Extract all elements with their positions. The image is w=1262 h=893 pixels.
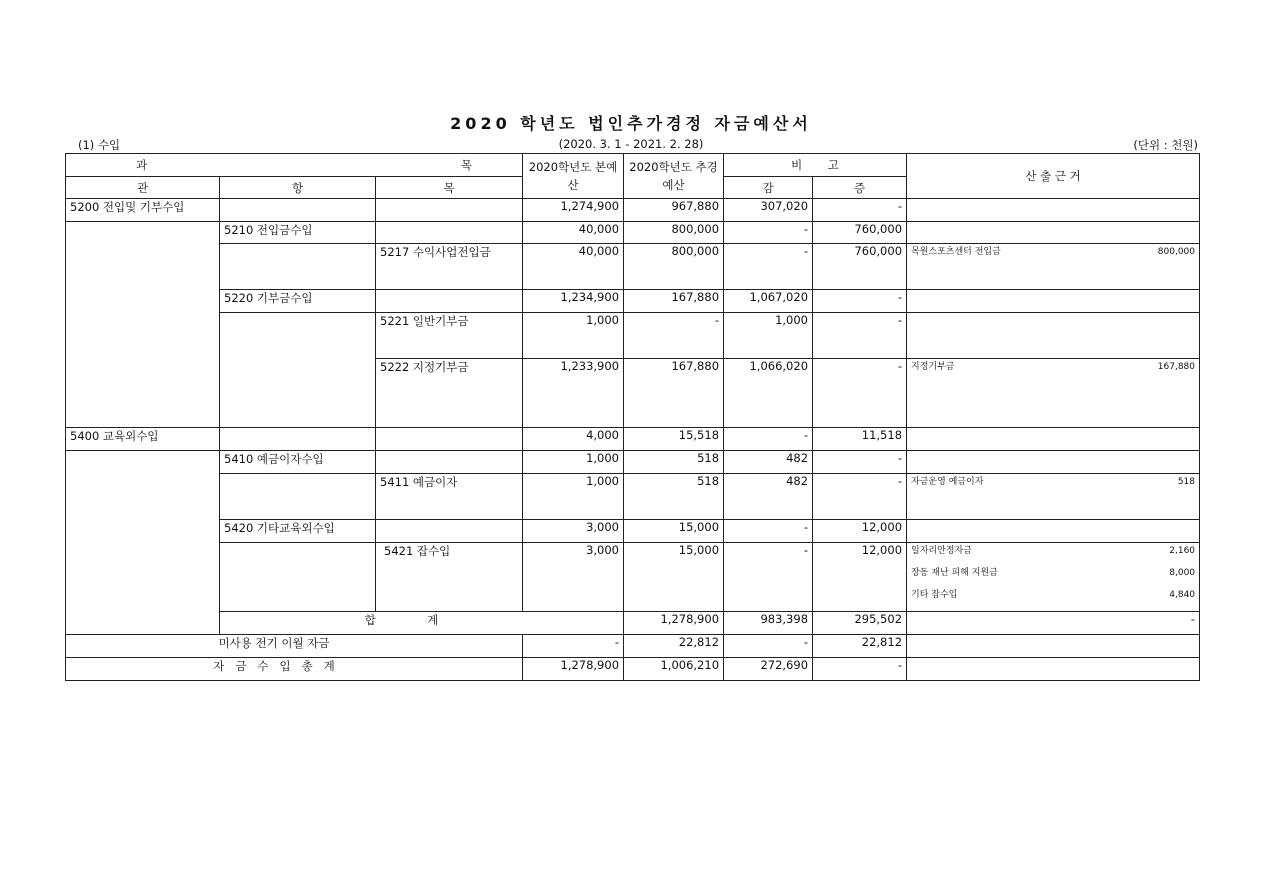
cell-decrease: 295,502 (813, 612, 907, 635)
cell-gwan: 5400 교육외수입 (66, 428, 220, 451)
header-decrease: 감 (724, 177, 813, 199)
header-increase: 증 (813, 177, 907, 199)
basis-line: 자금운영 예금이자 518 (911, 477, 1196, 487)
header-hang: 항 (220, 177, 376, 199)
cell-increase: 760,000 (813, 244, 907, 290)
table-row (66, 474, 1200, 520)
cell-revised: 518 (624, 474, 724, 520)
cell-revised: 167,880 (624, 290, 724, 313)
cell-increase: 22,812 (813, 635, 907, 658)
cell-mok (376, 451, 523, 474)
cell-increase: 12,000 (813, 543, 907, 612)
table-row (66, 428, 1200, 451)
cell-increase: 11,518 (813, 428, 907, 451)
cell-increase: - (907, 612, 1200, 635)
cell-basis (907, 199, 1200, 222)
cell-gwan (66, 222, 220, 428)
cell-decrease: 272,690 (724, 658, 813, 681)
cell-revised: - (624, 313, 724, 359)
cell-original: 1,000 (523, 313, 624, 359)
cell-original: 1,000 (523, 451, 624, 474)
cell-original: 3,000 (523, 520, 624, 543)
cell-original: - (523, 635, 624, 658)
cell-decrease: 1,067,020 (724, 290, 813, 313)
cell-hang: 5210 전입금수입 (220, 222, 376, 244)
cell-revised: 800,000 (624, 244, 724, 290)
cell-hang (220, 199, 376, 222)
cell-mok (376, 222, 523, 244)
cell-decrease: - (724, 428, 813, 451)
total-row (66, 635, 1200, 658)
cell-revised: 15,000 (624, 520, 724, 543)
cell-basis (907, 313, 1200, 359)
cell-increase: - (813, 474, 907, 520)
header-remarks: 비 고 (724, 154, 907, 177)
budget-table (65, 153, 1200, 681)
cell-revised: 1,006,210 (624, 658, 724, 681)
header-gwa-mok (66, 154, 523, 177)
table-row (66, 290, 1200, 313)
header-gwa: 과 (136, 158, 148, 172)
table-row (66, 451, 1200, 474)
cell-increase: - (813, 199, 907, 222)
cell-increase: - (813, 359, 907, 428)
cell-mok (376, 290, 523, 313)
cell-basis (907, 428, 1200, 451)
cell-revised: 15,000 (624, 543, 724, 612)
table-row (66, 222, 1200, 244)
cell-original: 4,000 (523, 428, 624, 451)
cell-mok (376, 199, 523, 222)
cell-increase: - (813, 451, 907, 474)
cell-revised: 167,880 (624, 359, 724, 428)
cell-original: 1,278,900 (523, 658, 624, 681)
unit-label: (단위 : 천원) (1133, 138, 1198, 152)
cell-mok: 5411 예금이자 (376, 474, 523, 520)
cell-original: 1,274,900 (523, 199, 624, 222)
cell-decrease: - (724, 635, 813, 658)
cell-decrease: 1,000 (724, 313, 813, 359)
cell-hang (220, 474, 376, 520)
header-mok: 목 (376, 177, 523, 199)
cell-basis (907, 543, 1200, 612)
cell-revised: 967,880 (624, 199, 724, 222)
cell-hang: 5420 기타교육외수입 (220, 520, 376, 543)
cell-decrease: - (724, 543, 813, 612)
cell-decrease: - (724, 222, 813, 244)
table-row (66, 244, 1200, 290)
cell-decrease: 482 (724, 474, 813, 520)
cell-hang: 5410 예금이자수입 (220, 451, 376, 474)
cell-mok: 5421 잡수입 (376, 543, 523, 612)
total-row (66, 612, 1200, 635)
cell-basis (907, 222, 1200, 244)
cell-basis (907, 474, 1200, 520)
header-revised-budget: 2020학년도 추경예산 (624, 154, 724, 199)
section-label: (1) 수입 (78, 138, 121, 152)
table-row (66, 520, 1200, 543)
cell-hang (220, 543, 376, 612)
cell-original: 1,000 (523, 474, 624, 520)
total-row (66, 658, 1200, 681)
basis-line: 기타 잡수입 4,840 (911, 590, 1196, 600)
cell-increase: - (813, 313, 907, 359)
cell-revised: 22,812 (624, 635, 724, 658)
period-label: (2020. 3. 1 - 2021. 2. 28) (558, 137, 704, 151)
header-basis: 산 출 근 거 (907, 154, 1200, 199)
cell-increase: 12,000 (813, 520, 907, 543)
cell-decrease: 307,020 (724, 199, 813, 222)
cell-decrease: 1,066,020 (724, 359, 813, 428)
cell-hang (220, 244, 376, 290)
cell-gwan (66, 451, 220, 635)
cell-decrease: - (724, 244, 813, 290)
cell-revised: 800,000 (624, 222, 724, 244)
cell-revised: 15,518 (624, 428, 724, 451)
table-row (66, 199, 1200, 222)
cell-increase: 760,000 (813, 222, 907, 244)
cell-hang: 5220 기부금수입 (220, 290, 376, 313)
basis-line: 목원스포츠센터 전입금 800,000 (911, 247, 1196, 257)
carryover-label: 미사용 전기 이월 자금 (66, 635, 523, 658)
cell-original: 3,000 (523, 543, 624, 612)
header-original-budget: 2020학년도 본예산 (523, 154, 624, 199)
cell-mok: 5222 지정기부금 (376, 359, 523, 428)
cell-basis (907, 658, 1200, 681)
basis-line: 지정기부금 167,880 (911, 362, 1196, 372)
cell-mok: 5217 수익사업전입금 (376, 244, 523, 290)
cell-basis (907, 359, 1200, 428)
cell-mok: 5221 일반기부금 (376, 313, 523, 359)
document-title: 2020 학년도 법인추가경정 자금예산서 (450, 114, 812, 133)
cell-revised: 983,398 (724, 612, 813, 635)
cell-gwan: 5200 전입및 기부수입 (66, 199, 220, 222)
basis-line: 일자리안정자금 2,160 (911, 546, 1196, 556)
cell-increase: - (813, 658, 907, 681)
cell-basis (907, 290, 1200, 313)
header-gwan: 관 (66, 177, 220, 199)
cell-original: 1,278,900 (624, 612, 724, 635)
cell-original: 1,233,900 (523, 359, 624, 428)
cell-original: 40,000 (523, 244, 624, 290)
cell-decrease: 482 (724, 451, 813, 474)
cell-decrease: - (724, 520, 813, 543)
cell-original: 1,234,900 (523, 290, 624, 313)
cell-basis (907, 244, 1200, 290)
grand-total-label: 자 금 수 입 총 계 (66, 658, 523, 681)
cell-revised: 518 (624, 451, 724, 474)
cell-basis (907, 635, 1200, 658)
cell-mok (376, 428, 523, 451)
cell-basis (907, 451, 1200, 474)
cell-hang (220, 428, 376, 451)
basis-line: 장동 재난 피해 지원금 8,000 (911, 568, 1196, 578)
cell-mok (376, 520, 523, 543)
table-row (66, 313, 1200, 359)
cell-increase: - (813, 290, 907, 313)
cell-basis (907, 520, 1200, 543)
header-mok-top: 목 (460, 158, 473, 172)
total-label: 합 계 (220, 612, 624, 635)
cell-hang (220, 313, 376, 428)
table-row (66, 543, 1200, 612)
cell-original: 40,000 (523, 222, 624, 244)
